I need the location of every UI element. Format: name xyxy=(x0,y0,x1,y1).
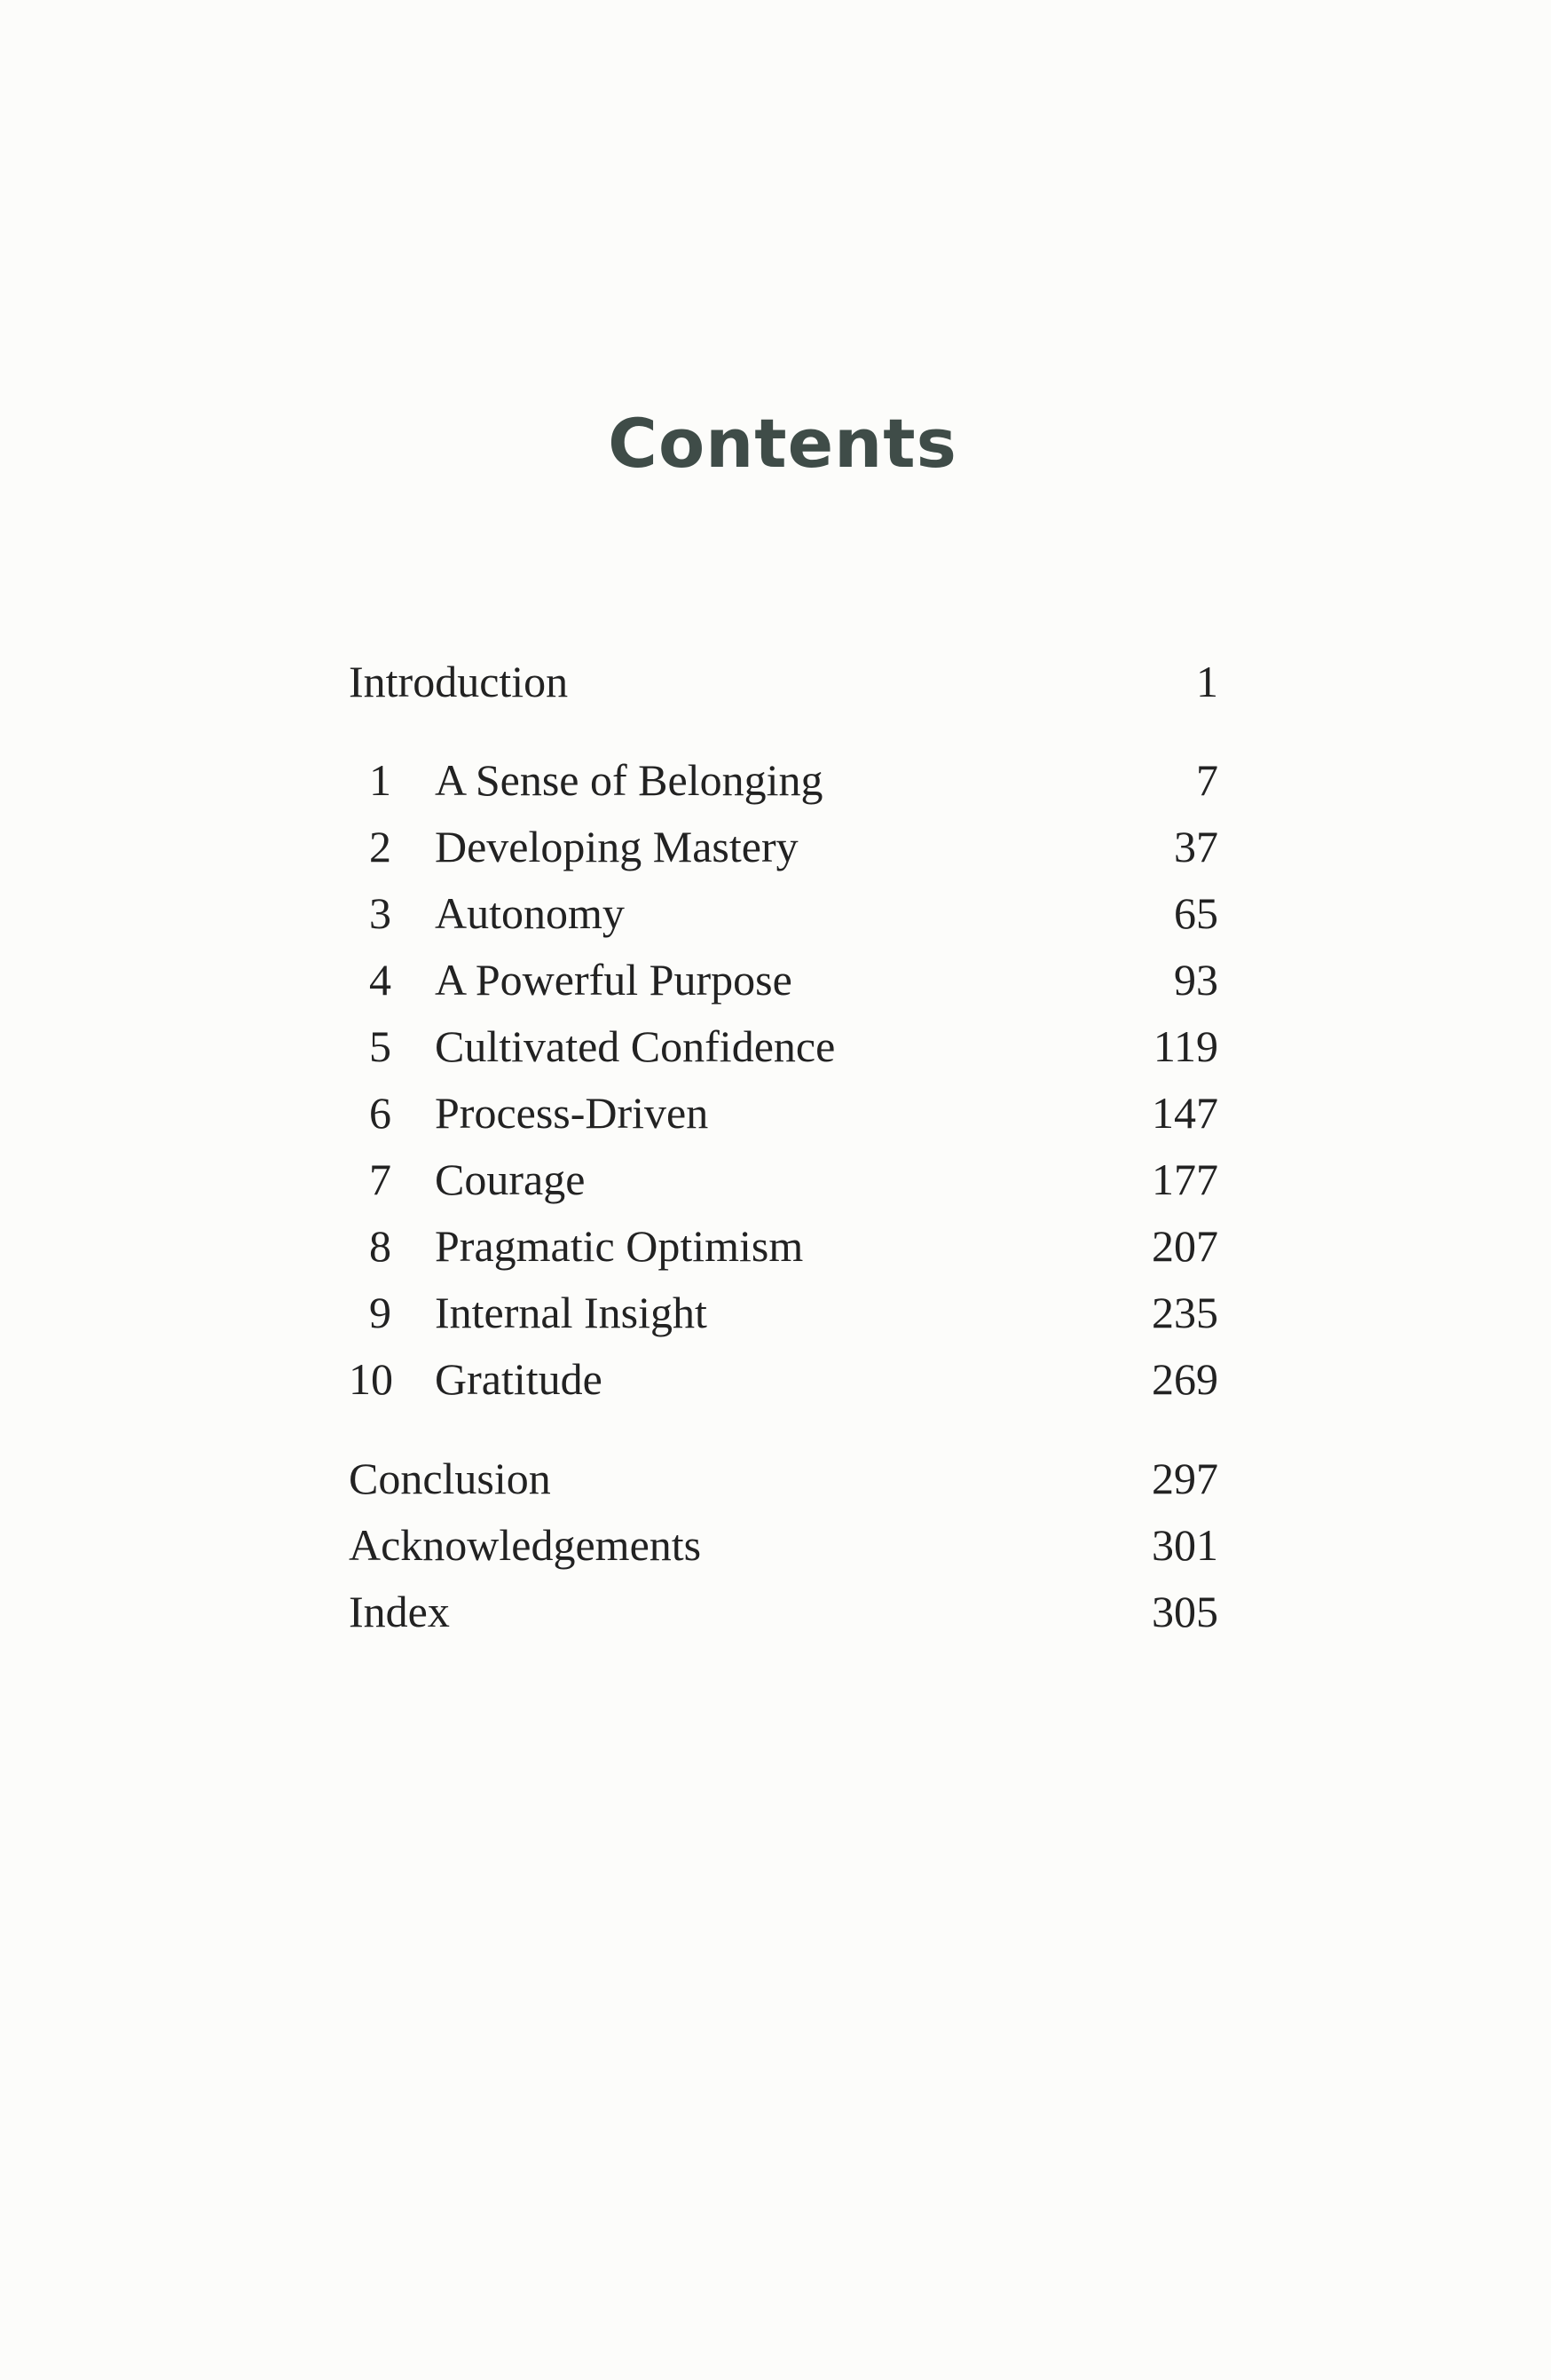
chapter-title: Courage xyxy=(435,1155,586,1204)
chapter-title: Developing Mastery xyxy=(435,822,799,871)
entry-label: Introduction xyxy=(349,657,569,706)
toc-chapter xyxy=(349,1080,1218,1147)
chapter-page: 37 xyxy=(1174,822,1218,871)
entry-page: 297 xyxy=(1152,1454,1218,1503)
chapter-title: Cultivated Confidence xyxy=(435,1021,836,1071)
chapter-title: Pragmatic Optimism xyxy=(435,1221,804,1271)
chapter-number: 5 xyxy=(369,1021,391,1071)
chapter-number: 9 xyxy=(369,1288,391,1337)
page-title: Contents xyxy=(608,404,957,483)
chapter-number: 4 xyxy=(369,955,391,1005)
toc-chapter xyxy=(349,814,1218,880)
chapter-number: 2 xyxy=(369,822,391,871)
chapter-page: 93 xyxy=(1174,955,1218,1005)
chapter-page: 65 xyxy=(1174,888,1218,938)
entry-label: Index xyxy=(349,1587,450,1636)
chapter-number: 3 xyxy=(369,888,391,938)
chapter-page: 7 xyxy=(1196,755,1218,805)
toc-chapter xyxy=(349,1147,1218,1213)
chapter-page: 147 xyxy=(1152,1088,1218,1138)
entry-label: Acknowledgements xyxy=(349,1520,702,1570)
chapter-page: 269 xyxy=(1152,1354,1218,1404)
chapter-title: A Sense of Belonging xyxy=(435,755,823,805)
toc-chapter xyxy=(349,1280,1218,1346)
chapter-number: 10 xyxy=(349,1354,393,1404)
toc-entry-introduction xyxy=(349,649,1218,715)
chapter-page: 177 xyxy=(1152,1155,1218,1204)
chapter-title: Process-Driven xyxy=(435,1088,709,1138)
toc-chapter xyxy=(349,747,1218,814)
chapter-title: A Powerful Purpose xyxy=(435,955,792,1005)
toc-chapter xyxy=(349,1013,1218,1080)
entry-page: 1 xyxy=(1196,657,1218,706)
entry-page: 305 xyxy=(1152,1587,1218,1636)
chapter-title: Autonomy xyxy=(435,888,625,938)
toc-entry-conclusion xyxy=(349,1446,1218,1512)
chapter-number: 6 xyxy=(369,1088,391,1138)
chapter-number: 1 xyxy=(369,755,391,805)
toc-chapter xyxy=(349,1346,1218,1413)
chapter-number: 8 xyxy=(369,1221,391,1271)
toc-chapter xyxy=(349,947,1218,1013)
entry-label: Conclusion xyxy=(349,1454,551,1503)
toc-entry-acknowledgements xyxy=(349,1512,1218,1579)
chapter-title: Internal Insight xyxy=(435,1288,707,1337)
entry-page: 301 xyxy=(1152,1520,1218,1570)
chapter-number: 7 xyxy=(369,1155,391,1204)
toc-chapter xyxy=(349,1213,1218,1280)
chapter-title: Gratitude xyxy=(435,1354,602,1404)
chapter-page: 235 xyxy=(1152,1288,1218,1337)
chapter-page: 207 xyxy=(1152,1221,1218,1271)
chapter-page: 119 xyxy=(1153,1021,1218,1071)
toc-chapter xyxy=(349,880,1218,947)
toc-entry-index xyxy=(349,1579,1218,1645)
